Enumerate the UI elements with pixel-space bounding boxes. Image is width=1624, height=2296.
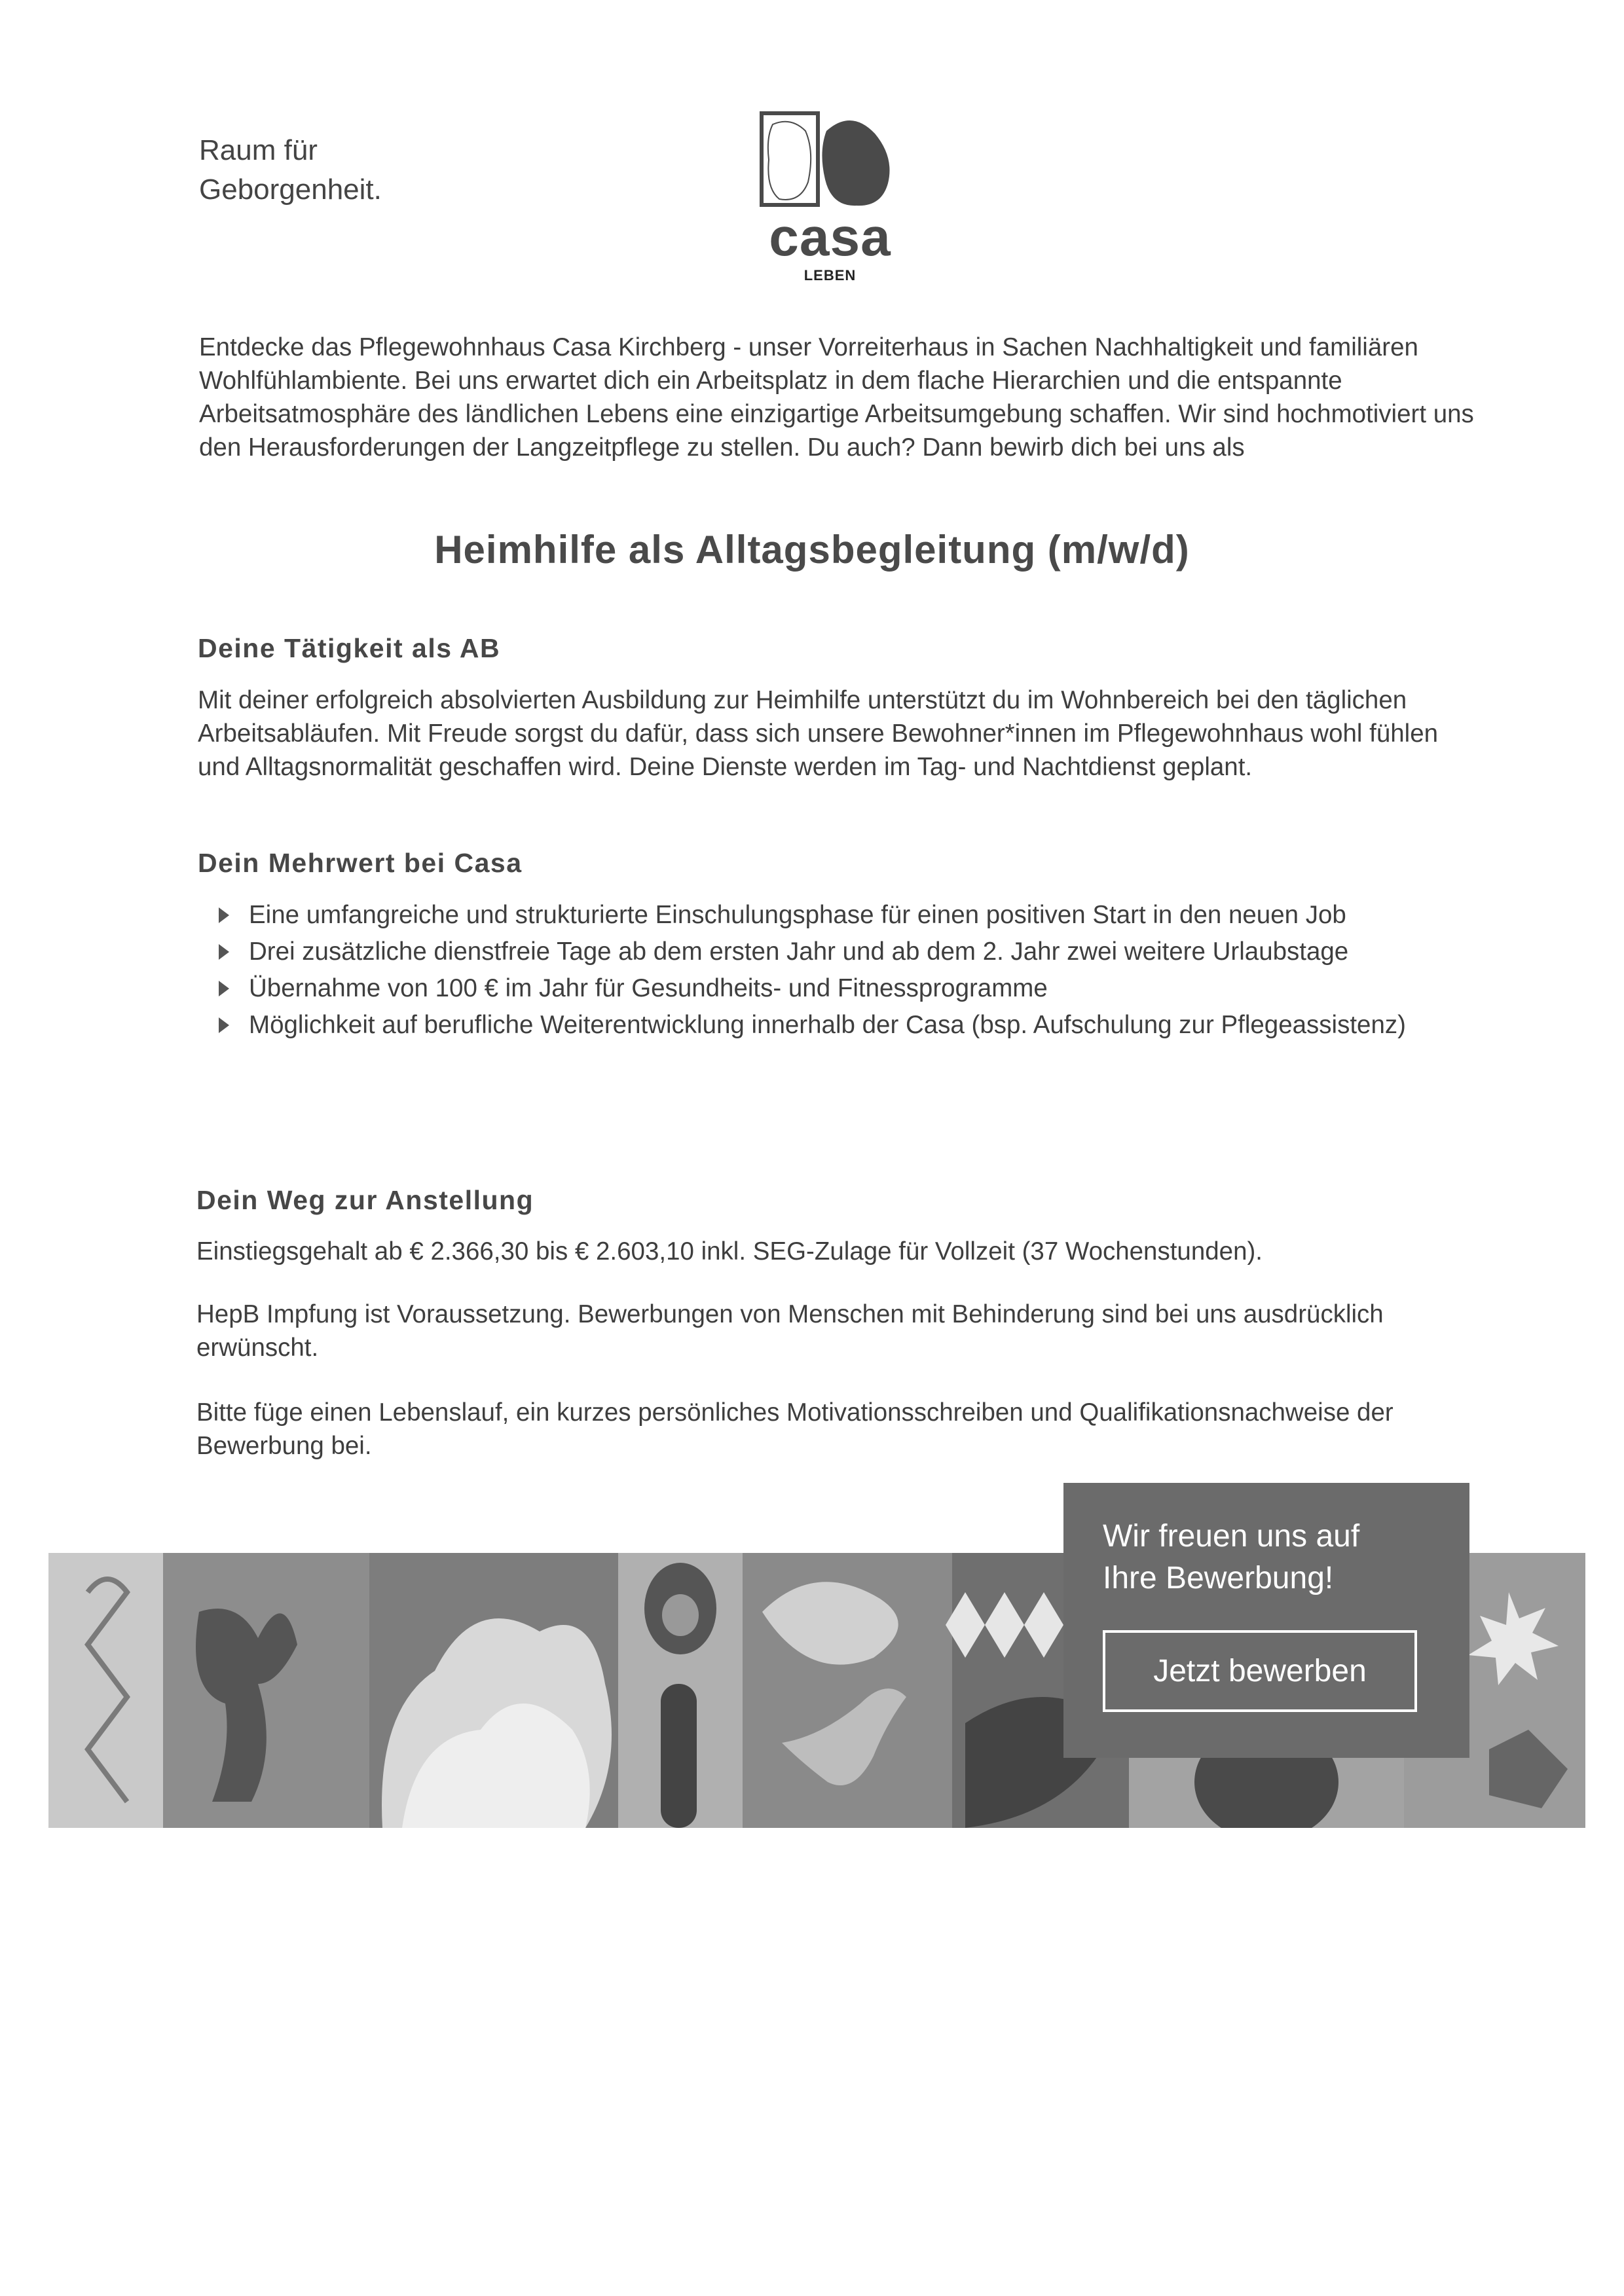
apply-now-button[interactable]: Jetzt bewerben [1103, 1630, 1417, 1712]
section-benefits-heading: Dein Mehrwert bei Casa [198, 848, 523, 878]
triangle-bullet-icon [219, 907, 229, 923]
documents-text: Bitte füge einen Lebenslauf, ein kurzes persönliches Motivationsschreiben und Qualifikationsnachweise der Bewerbung bei. [196, 1398, 1393, 1460]
cta-box [1063, 1483, 1469, 1758]
benefit-text: Eine umfangreiche und strukturierte Einschulungsphase für einen positiven Start in den neuen Job [249, 901, 1346, 929]
benefit-text: Übernahme von 100 € im Jahr für Gesundheits- und Fitnessprogramme [249, 974, 1048, 1002]
job-title: Heimhilfe als Alltagsbegleitung (m/w/d) [434, 528, 1190, 572]
section-activity-heading: Deine Tätigkeit als AB [198, 633, 501, 663]
tagline [199, 131, 382, 210]
benefit-text: Möglichkeit auf berufliche Weiterentwicklung innerhalb der Casa (bsp. Aufschulung zur Pflegeassistenz) [249, 1011, 1406, 1039]
list-item [216, 934, 1500, 970]
list-item [216, 897, 1500, 933]
logo-wordmark: casa [769, 208, 891, 267]
requirements-text: HepB Impfung ist Voraussetzung. Bewerbungen von Menschen mit Behinderung sind bei uns ausdrücklich erwünscht. [196, 1300, 1384, 1362]
section-application-heading: Dein Weg zur Anstellung [196, 1185, 534, 1215]
section-activity-text: Mit deiner erfolgreich absolvierten Ausbildung zur Heimhilfe unterstützt du im Wohnbereich bei den täglichen Arbeitsabläufen. Mit Freude sorgst du dafür, dass sich unsere Bewohner*innen im Pflegewohnhaus wohl fühlen und Alltagsnormalität geschaffen wird. Deine Dienste werden im Tag- und Nachtdienst geplant. [198, 686, 1439, 781]
logo-subtitle: LEBEN [803, 267, 857, 283]
salary-text: Einstiegsgehalt ab € 2.366,30 bis € 2.603,10 inkl. SEG-Zulage für Vollzeit (37 Wochenstunden). [196, 1237, 1263, 1266]
cta-text [1103, 1516, 1443, 1599]
list-item [216, 970, 1500, 1006]
tagline-line1: Raum für [199, 134, 318, 166]
triangle-bullet-icon [219, 944, 229, 960]
cta-text-line2: Ihre Bewerbung! [1103, 1561, 1334, 1595]
intro-paragraph: Entdecke das Pflegewohnhaus Casa Kirchberg - unser Vorreiterhaus in Sachen Nachhaltigkeit und familiären Wohlfühlambiente. Bei uns erwartet dich ein Arbeitsplatz in dem flache Hierarchien und die entspannte Arbeitsatmosphäre des ländlichen Lebens eine einzigartige Arbeitsumgebung schaffen. Wir sind hochmotiviert uns den Herausforderungen der Langzeitpflege zu stellen. Du auch? Dann bewirb dich bei uns als [199, 333, 1474, 462]
triangle-bullet-icon [219, 981, 229, 996]
tagline-line2: Geborgenheit. [199, 173, 382, 206]
list-item [216, 1007, 1500, 1043]
triangle-bullet-icon [219, 1017, 229, 1033]
benefits-list [216, 897, 1500, 1044]
benefit-text: Drei zusätzliche dienstfreie Tage ab dem ersten Jahr und ab dem 2. Jahr zwei weitere Urlaubstage [249, 938, 1349, 966]
cta-text-line1: Wir freuen uns auf [1103, 1519, 1360, 1554]
